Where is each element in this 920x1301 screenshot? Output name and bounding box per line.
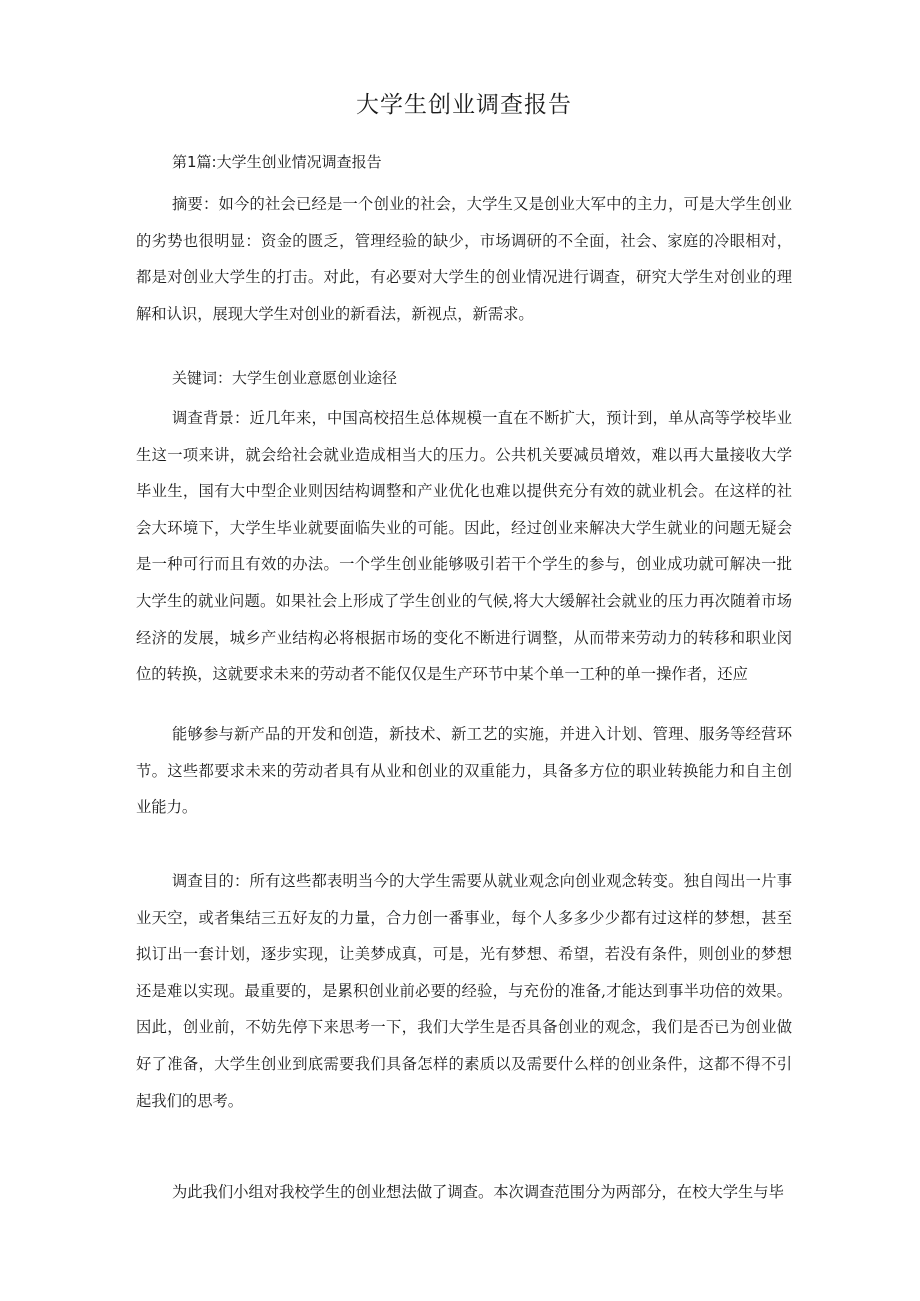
background-paragraph: 调查背景：近几年来，中国高校招生总体规模一直在不断扩大，预计到，单从高等学校毕业生这一项来讲，就会给社会就业造成相当大的压力。公共机关要减员增效，难以再大量接收大学毕业生，国有大中型企业则因结构调整和产业优化也难以提供充分有效的就业机会。在这样的社会大环境下，大学生毕业就要面临失业的可能。因此，经过创业来解决大学生就业的问题无疑会是一种可行而且有效的办法。一个学生创业能够吸引若干个学生的参与，创业成功就可解决一批大学生的就业问题。如果社会上形成了学生创业的气候,将大大缓解社会就业的压力再次随着市场经济的发展，城乡产业结构必将根据市场的变化不断进行调整，从而带来劳动力的转移和职业闵位的转换，这就要求未来的劳动者不能仅仅是生产环节中某个单一工种的单一操作者，还应 (136, 409, 792, 684)
abstract-paragraph: 摘要：如今的社会已经是一个创业的社会，大学生又是创业大军中的主力，可是大学生创业的劣势也很明显：资金的匮乏，管理经验的缺少，市场调研的不全面，社会、家庭的冷眼相对，都是对创业大学生的打击。对此，有必要对大学生的创业情况进行调查，研究大学生对创业的理解和认识，展现大学生对创业的新看法，新视点，新需求。 (136, 195, 792, 323)
purpose-paragraph: 调查目的：所有这些都表明当今的大学生需要从就业观念向创业观念转变。独自闯出一片事业天空，或者集结三五好友的力量，合力创一番事业，每个人多多少少都有过这样的梦想，甚至拟订出一套计划，逐步实现，让美梦成真，可是，光有梦想、希望，若没有条件，则创业的梦想还是难以实现。最重要的，是累积创业前必要的经验，与充份的准备,才能达到事半功倍的效果。因此，创业前，不妨先停下来思考一下，我们大学生是否具备创业的观念，我们是否已为创业做好了准备，大学生创业到底需要我们具备怎样的素质以及需要什么样的创业条件，这都不得不引起我们的思考。 (136, 872, 792, 1110)
background-continued-paragraph: 能够参与新产品的开发和创造，新技术、新工艺的实施，并进入计划、管理、服务等经营环节。这些都要求未来的劳动者具有从业和创业的双重能力，具备多方位的职业转换能力和自主创业能力。 (136, 725, 792, 817)
keywords-paragraph: 关键词：大学生创业意愿创业途径 (172, 369, 398, 387)
section-heading: 第1篇:大学生创业情况调查报告 (172, 153, 382, 171)
scope-paragraph: 为此我们小组对我校学生的创业想法做了调查。本次调查范围分为两部分，在校大学生与毕 (172, 1183, 784, 1201)
document-title: 大学生创业调查报告 (356, 92, 572, 118)
